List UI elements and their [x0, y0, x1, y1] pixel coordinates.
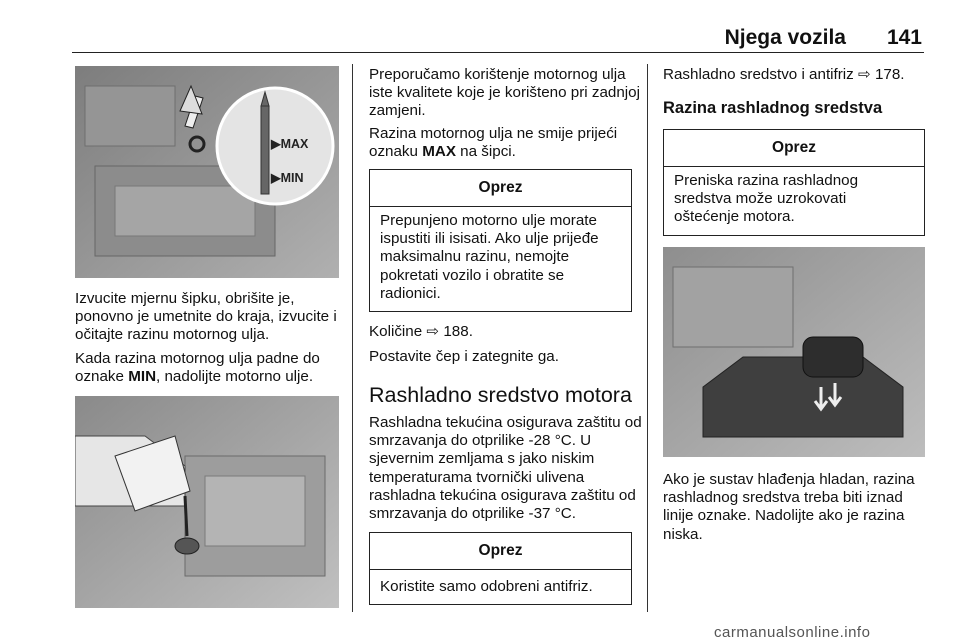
caution-box-antifreeze: [369, 532, 632, 605]
paragraph: [75, 350, 347, 386]
paragraph: Rashladna tekućina osigurava zaštitu od smrzavanja do otprilike -28 °C. U sjevernim zemljama s jako niskim temperaturama tvornički ulivena rashladna tekućina osigurava zaštitu od smrzavanja do otprilike -37 °C.: [369, 414, 642, 523]
min-text: MIN: [128, 368, 157, 386]
capacities-reference: Količine ⇨ 188.: [369, 323, 473, 340]
caution-box-oil: [369, 169, 632, 312]
caution-title: Oprez: [664, 130, 924, 167]
page-header: [72, 26, 924, 53]
coolant-antifreeze-reference: Rashladno sredstvo i antifriz ⇨ 178.: [663, 66, 905, 83]
paragraph: [369, 125, 641, 161]
section-title: Njega vozila: [724, 26, 846, 49]
paragraph: Ako je sustav hlađenja hladan, razina rashladnog sredstva treba biti iznad linije oznake. Nadolijte ako je razina niska.: [663, 471, 915, 543]
min-label: ▶MIN: [271, 171, 304, 185]
pour-oil-image: [75, 396, 339, 608]
watermark: carmanualsonline.info: [714, 624, 871, 641]
text-span: Kada razina motornog ulja padne do oznake: [75, 350, 320, 386]
coolant-reservoir-image: [663, 247, 925, 457]
caution-title: Oprez: [370, 170, 631, 207]
paragraph: Izvucite mjernu šipku, obrišite je, ponovno je umetnite do kraja, izvucite i očitajte razinu motornog ulja.: [75, 290, 337, 344]
caution-title: Oprez: [370, 533, 631, 570]
caution-box-coolant: [663, 129, 925, 236]
caution-text: Prepunjeno motorno ulje morate ispustiti ili isisati. Ako ulje prijeđe maksimalnu razinu, nemojte pokretati vozilo i obratite se radionici.: [380, 212, 599, 302]
page-number: 141: [886, 26, 922, 49]
text-span: Razina motornog ulja ne smije prijeći oznaku: [369, 125, 618, 161]
section-heading-coolant: Rashladno sredstvo motora: [369, 383, 632, 407]
paragraph: Postavite čep i zategnite ga.: [369, 348, 559, 365]
max-label: ▶MAX: [271, 137, 309, 151]
max-text: MAX: [422, 143, 456, 161]
text-span: , nadolijte motorno ulje.: [156, 368, 314, 386]
section-heading-coolant-level: Razina rashladnog sredstva: [663, 99, 883, 117]
column-divider-2: [647, 64, 648, 612]
text-span: na šipci.: [455, 143, 516, 161]
column-divider-1: [352, 64, 353, 612]
paragraph: Preporučamo korištenje motornog ulja iste kvalitete koje je korišteno pri zadnjoj zamjeni.: [369, 66, 640, 120]
dipstick-image: [75, 66, 339, 278]
caution-text: Koristite samo odobreni antifriz.: [380, 578, 593, 595]
caution-text: Preniska razina rashladnog sredstva može uzrokovati oštećenje motora.: [674, 172, 859, 226]
